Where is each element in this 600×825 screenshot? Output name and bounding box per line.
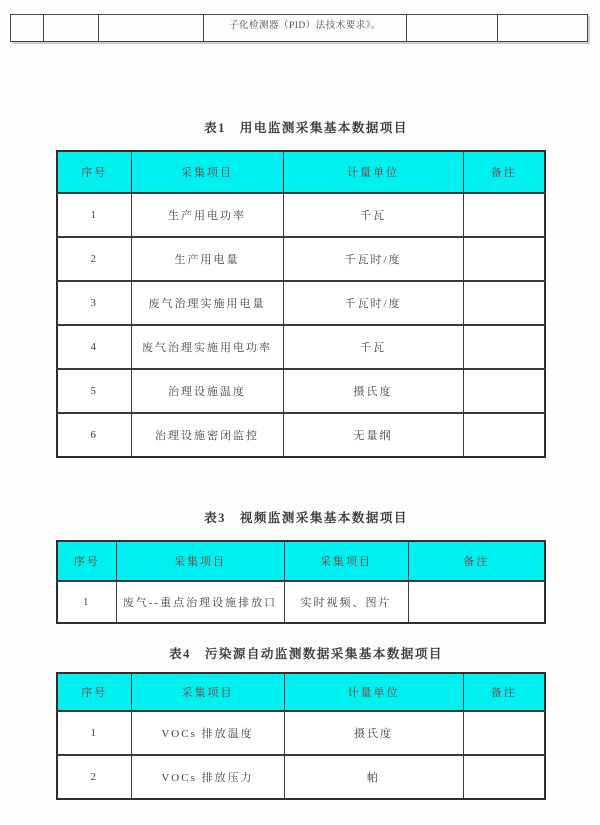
cell-note	[463, 281, 545, 325]
table4-title: 表4 污染源自动监测数据采集基本数据项目	[169, 647, 443, 661]
table-row	[57, 711, 545, 755]
cell-seq: 2	[57, 237, 131, 281]
cell-unit: 无量纲	[283, 413, 463, 457]
table-row	[57, 325, 545, 369]
cell-item: 生产用电量	[131, 237, 283, 281]
cell-item: 治理设施密闭监控	[131, 413, 283, 457]
table-row	[57, 193, 545, 237]
cell-note	[463, 755, 545, 799]
cell-seq: 6	[57, 413, 131, 457]
cell-item: 废气--重点治理设施排放口	[116, 581, 284, 623]
cell-note	[463, 237, 545, 281]
cell-note	[463, 711, 545, 755]
table-header-row	[57, 673, 545, 711]
cell-seq: 2	[57, 755, 131, 799]
cell-value: 实时视频、图片	[284, 581, 408, 623]
cell-seq: 5	[57, 369, 131, 413]
table3-title: 表3 视频监测采集基本数据项目	[204, 511, 408, 525]
table3	[56, 540, 546, 624]
cell-item: 治理设施温度	[131, 369, 283, 413]
table1-title: 表1 用电监测采集基本数据项目	[204, 121, 408, 135]
cell-seq: 4	[57, 325, 131, 369]
table-row	[57, 755, 545, 799]
table-row	[57, 237, 545, 281]
table-row	[57, 581, 545, 623]
column-header-note: 备注	[463, 673, 545, 711]
column-header-unit: 计量单位	[284, 673, 463, 711]
fragment-cell-empty	[407, 15, 498, 42]
page-top-table-fragment	[10, 14, 588, 42]
cell-unit: 千瓦时/度	[283, 237, 463, 281]
fragment-cell-empty	[44, 15, 99, 42]
cell-note	[463, 193, 545, 237]
cell-item: 生产用电功率	[131, 193, 283, 237]
cell-seq: 1	[57, 581, 116, 623]
cell-note	[463, 413, 545, 457]
cell-seq: 3	[57, 281, 131, 325]
table-row	[57, 413, 545, 457]
column-header-seq: 序号	[57, 151, 131, 193]
cell-note	[408, 581, 545, 623]
table-row	[57, 369, 545, 413]
cell-seq: 1	[57, 193, 131, 237]
cell-item: 废气治理实施用电量	[131, 281, 283, 325]
cell-unit: 摄氏度	[283, 369, 463, 413]
column-header-item: 采集项目	[131, 151, 283, 193]
table1	[56, 150, 546, 458]
column-header-note: 备注	[463, 151, 545, 193]
column-header-item: 采集项目	[116, 541, 284, 581]
cell-item: VOCs 排放温度	[131, 711, 284, 755]
cell-note	[463, 325, 545, 369]
table4	[56, 672, 546, 800]
cell-unit: 千瓦	[283, 193, 463, 237]
cell-unit: 摄氏度	[284, 711, 463, 755]
column-header-item2: 采集项目	[284, 541, 408, 581]
cell-item: 废气治理实施用电功率	[131, 325, 283, 369]
fragment-cell-empty	[11, 15, 44, 42]
cell-note	[463, 369, 545, 413]
column-header-seq: 序号	[57, 541, 116, 581]
cell-unit: 帕	[284, 755, 463, 799]
column-header-unit: 计量单位	[283, 151, 463, 193]
table-header-row	[57, 151, 545, 193]
fragment-cell-text: 子化检测器（PID）法技术要求》。	[204, 15, 407, 42]
column-header-note: 备注	[408, 541, 545, 581]
fragment-cell-empty	[498, 15, 588, 42]
column-header-seq: 序号	[57, 673, 131, 711]
cell-unit: 千瓦	[283, 325, 463, 369]
cell-unit: 千瓦时/度	[283, 281, 463, 325]
cell-seq: 1	[57, 711, 131, 755]
table-row	[57, 281, 545, 325]
cell-item: VOCs 排放压力	[131, 755, 284, 799]
table-header-row	[57, 541, 545, 581]
fragment-cell-empty	[99, 15, 204, 42]
column-header-item: 采集项目	[131, 673, 284, 711]
table-row	[11, 15, 588, 42]
